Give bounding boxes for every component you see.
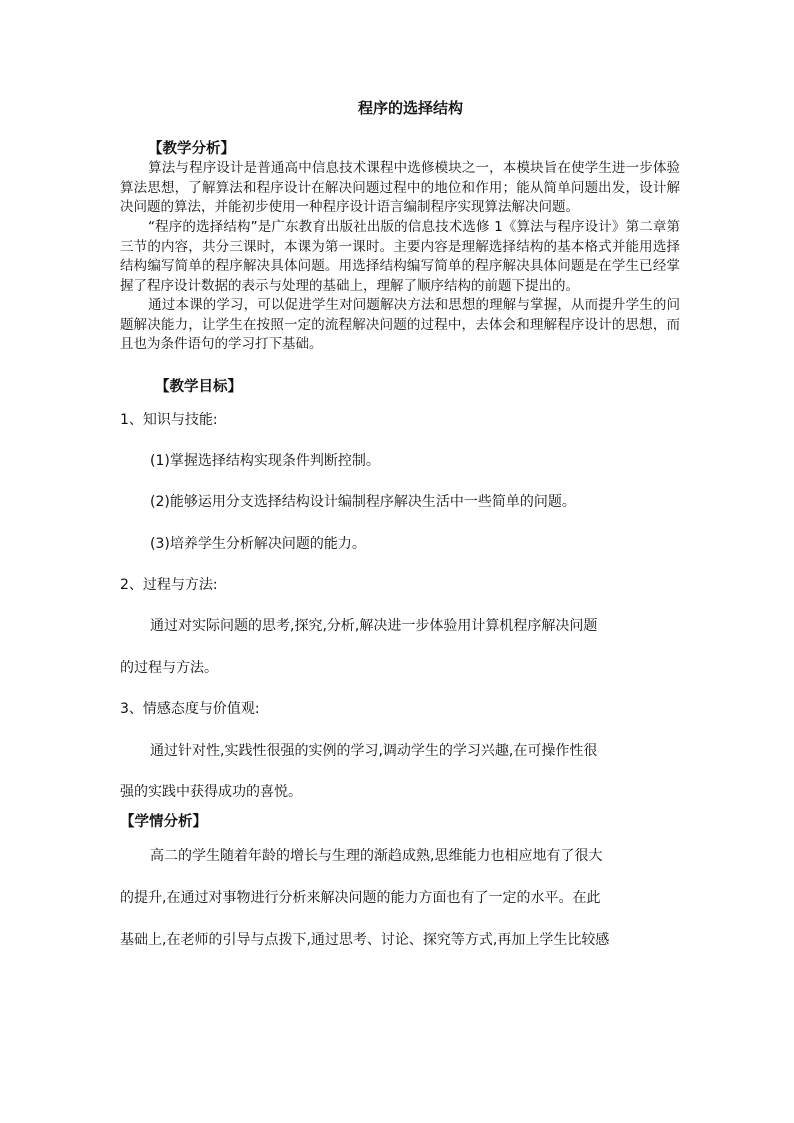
paragraph-analysis-2: [120, 218, 680, 296]
goal-1-item-1: (1)掌握选择结构实现条件判断控制。: [150, 453, 380, 469]
goal-2-title: 2、过程与方法:: [120, 577, 218, 593]
students-line-3: 基础上,在老师的引导与点拨下,通过思考、讨论、探究等方式,再加上学生比较感: [120, 932, 610, 948]
paragraph-analysis-3-text: 通过本课的学习，可以促进学生对问题解决方法和思想的理解与掌握，从而提升学生的问题解决能力，让学生在按照一定的流程解决问题的过程中，去体会和理解程序设计的思想，而且也为条件语句的学习打下基础。: [120, 297, 680, 352]
section-heading-analysis: 【教学分析】: [148, 141, 235, 157]
paragraph-analysis-1: [120, 159, 680, 218]
goal-3-title: 3、情感态度与价值观:: [120, 701, 260, 717]
section-heading-students: 【学情分析】: [120, 814, 207, 830]
goal-1-title: 1、知识与技能:: [120, 412, 218, 428]
goal-3-line-1: 通过针对性,实践性很强的实例的学习,调动学生的学习兴趣,在可操作性很: [150, 743, 598, 759]
goal-2-line-1: 通过对实际问题的思考,探究,分析,解决进一步体验用计算机程序解决问题: [150, 618, 598, 634]
students-line-2: 的提升,在通过对事物进行分析来解决问题的能力方面也有了一定的水平。在此: [120, 890, 601, 906]
goal-3-line-2: 强的实践中获得成功的喜悦。: [120, 784, 302, 800]
paragraph-analysis-3: [120, 296, 680, 355]
students-line-1: 高二的学生随着年龄的增长与生理的渐趋成熟,思维能力也相应地有了很大: [150, 848, 603, 864]
goal-1-item-3: (3)培养学生分析解决问题的能力。: [150, 536, 366, 552]
paragraph-analysis-2-text: “程序的选择结构”是广东教育出版社出版的信息技术选修 1《算法与程序设计》第二章第三节的内容，共分三课时，本课为第一课时。主要内容是理解选择结构的基本格式并能用选择结构编写简单的程序解决具体问题。用选择结构编写简单的程序解决具体问题是在学生已经掌握了程序设计数据的表示与处理的基础上，理解了顺序结构的前题下提出的。: [120, 219, 680, 294]
goal-2-line-2: 的过程与方法。: [120, 660, 218, 676]
goal-1-item-2: (2)能够运用分支选择结构设计编制程序解决生活中一些简单的问题。: [150, 494, 576, 510]
paragraph-analysis-1-text: 算法与程序设计是普通高中信息技术课程中选修模块之一，本模块旨在使学生进一步体验算法思想，了解算法和程序设计在解决问题过程中的地位和作用；能从简单问题出发，设计解决问题的算法，并能初步使用一种程序设计语言编制程序实现算法解决问题。: [120, 160, 680, 215]
section-heading-goals: 【教学目标】: [155, 379, 242, 395]
page-title: 程序的选择结构: [358, 99, 464, 117]
